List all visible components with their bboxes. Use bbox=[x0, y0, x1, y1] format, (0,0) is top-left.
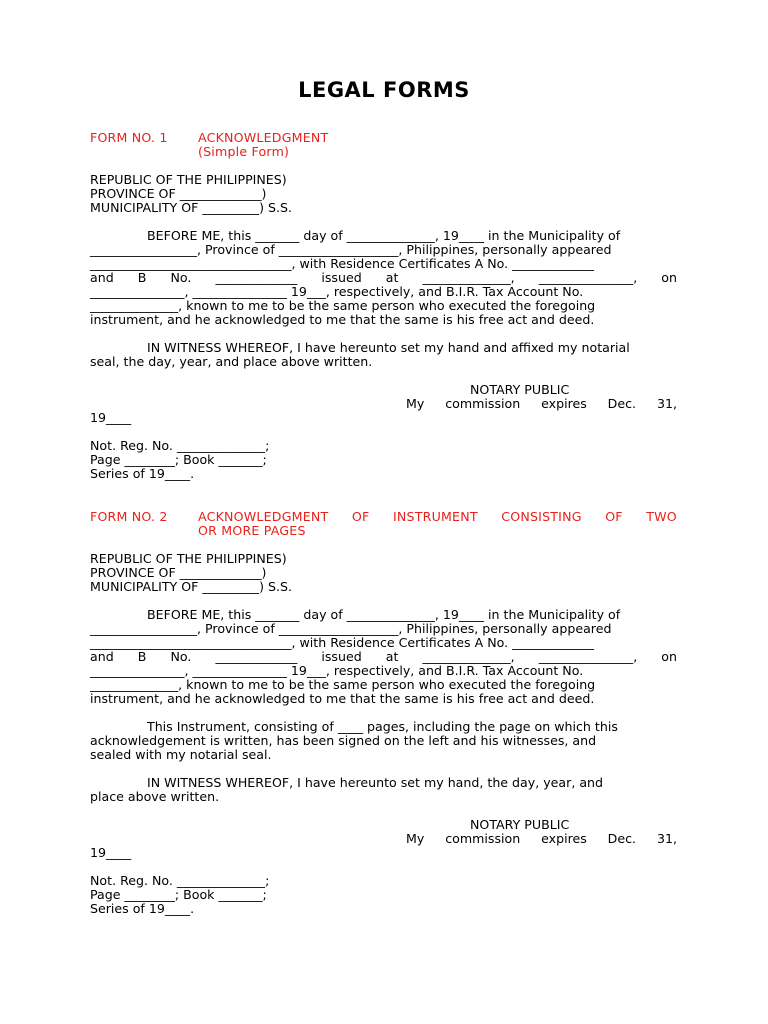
form-1-number: FORM NO. 1 bbox=[90, 130, 168, 145]
form-1-page-book: Page ________; Book _______; bbox=[90, 452, 267, 467]
word: ______________, bbox=[422, 270, 515, 285]
form-1-witness-line-2: seal, the day, year, and place above written. bbox=[90, 354, 373, 369]
word: _______________, bbox=[538, 649, 638, 664]
form-1-witness-line-1: IN WITNESS WHEREOF, I have hereunto set my hand and affixed my notarial bbox=[147, 340, 630, 355]
paragraph-line: _______________, _______________ 19___, respectively, and B.I.R. Tax Account No. bbox=[90, 284, 584, 299]
word: _____________ bbox=[215, 649, 298, 664]
word: on bbox=[661, 649, 677, 664]
form-2-witness-line-2: place above written. bbox=[90, 789, 220, 804]
word: at bbox=[385, 270, 399, 285]
form-1-venue-municipality: MUNICIPALITY OF _________) S.S. bbox=[90, 200, 292, 215]
word: ______________, bbox=[422, 649, 515, 664]
form-1 bbox=[90, 131, 677, 481]
word: My bbox=[406, 396, 425, 411]
form-1-venue-republic: REPUBLIC OF THE PHILIPPINES) bbox=[90, 172, 287, 187]
word: My bbox=[406, 831, 425, 846]
word: No. bbox=[170, 649, 192, 664]
paragraph-line: ________________________________, with Residence Certificates A No. _____________ bbox=[90, 635, 594, 650]
form-1-subtitle: (Simple Form) bbox=[198, 144, 290, 159]
word: B bbox=[137, 649, 147, 664]
word: on bbox=[661, 270, 677, 285]
form-1-venue-province: PROVINCE OF _____________) bbox=[90, 186, 267, 201]
form-1-title-block bbox=[198, 131, 677, 159]
form-1-year-line: 19____ bbox=[90, 410, 132, 425]
word: commission bbox=[445, 831, 521, 846]
paragraph-line-justified bbox=[90, 650, 677, 664]
form-2-title-line-2: OR MORE PAGES bbox=[198, 523, 306, 538]
paragraph-line: BEFORE ME, this _______ day of ______________, 19____ in the Municipality of bbox=[147, 228, 621, 243]
form-2-reg-no: Not. Reg. No. ______________; bbox=[90, 873, 270, 888]
word: _______________, bbox=[538, 270, 638, 285]
word: at bbox=[385, 649, 399, 664]
form-2 bbox=[90, 510, 677, 916]
form-2-title-line-1 bbox=[198, 510, 677, 524]
word: _____________ bbox=[215, 270, 298, 285]
word: B bbox=[137, 270, 147, 285]
form-2-title-block bbox=[198, 510, 677, 538]
form-1-commission-line bbox=[90, 397, 677, 411]
word: expires bbox=[541, 831, 587, 846]
word: OF bbox=[351, 509, 370, 524]
form-1-before-me-paragraph bbox=[90, 229, 677, 327]
word: commission bbox=[445, 396, 521, 411]
paragraph-line: ______________, known to me to be the same person who executed the foregoing bbox=[90, 298, 596, 313]
form-2-year-line: 19____ bbox=[90, 845, 132, 860]
word: Dec. bbox=[607, 396, 637, 411]
form-1-notary-public: NOTARY PUBLIC bbox=[470, 382, 570, 397]
word: issued bbox=[321, 649, 362, 664]
paragraph-line: _________________, Province of ___________________, Philippines, personally appeared bbox=[90, 242, 612, 257]
form-2-heading bbox=[90, 510, 677, 538]
form-1-reg-no: Not. Reg. No. ______________; bbox=[90, 438, 270, 453]
paragraph-line: ______________, known to me to be the same person who executed the foregoing bbox=[90, 677, 596, 692]
form-2-venue-municipality: MUNICIPALITY OF _________) S.S. bbox=[90, 579, 292, 594]
paragraph-line-last: instrument, and he acknowledged to me that the same is his free act and deed. bbox=[90, 312, 595, 327]
word: CONSISTING bbox=[501, 509, 582, 524]
form-2-witness-line-1: IN WITNESS WHEREOF, I have hereunto set my hand, the day, year, and bbox=[147, 775, 604, 790]
paragraph-line: _________________, Province of ___________________, Philippines, personally appeared bbox=[90, 621, 612, 636]
document-title: LEGAL FORMS bbox=[298, 78, 470, 102]
paragraph-line: BEFORE ME, this _______ day of ______________, 19____ in the Municipality of bbox=[147, 607, 621, 622]
form-2-before-me-paragraph bbox=[90, 608, 677, 706]
form-2-page-book: Page ________; Book _______; bbox=[90, 887, 267, 902]
paragraph-line: ________________________________, with Residence Certificates A No. _____________ bbox=[90, 256, 594, 271]
word: TWO bbox=[646, 509, 677, 524]
word: expires bbox=[541, 396, 587, 411]
word: Dec. bbox=[607, 831, 637, 846]
form-2-notary-public: NOTARY PUBLIC bbox=[470, 817, 570, 832]
word: INSTRUMENT bbox=[393, 509, 478, 524]
form-2-instrument-line-1: This Instrument, consisting of ____ pages, including the page on which this bbox=[147, 719, 618, 734]
form-2-number: FORM NO. 2 bbox=[90, 509, 168, 524]
form-2-instrument-line-2: acknowledgement is written, has been signed on the left and his witnesses, and bbox=[90, 733, 597, 748]
form-1-title: ACKNOWLEDGMENT bbox=[198, 130, 329, 145]
word: OF bbox=[605, 509, 623, 524]
form-2-venue-republic: REPUBLIC OF THE PHILIPPINES) bbox=[90, 551, 287, 566]
word: No. bbox=[170, 270, 192, 285]
word: and bbox=[90, 270, 114, 285]
word: issued bbox=[321, 270, 362, 285]
form-1-heading bbox=[90, 131, 677, 159]
paragraph-line-last: instrument, and he acknowledged to me that the same is his free act and deed. bbox=[90, 691, 595, 706]
word: 31, bbox=[656, 396, 677, 411]
word: ACKNOWLEDGMENT bbox=[198, 509, 329, 524]
word: and bbox=[90, 649, 114, 664]
form-2-commission-line bbox=[90, 832, 677, 846]
form-2-series: Series of 19____. bbox=[90, 901, 195, 916]
paragraph-line: _______________, _______________ 19___, respectively, and B.I.R. Tax Account No. bbox=[90, 663, 584, 678]
form-2-instrument-line-3: sealed with my notarial seal. bbox=[90, 747, 272, 762]
form-1-series: Series of 19____. bbox=[90, 466, 195, 481]
word: 31, bbox=[656, 831, 677, 846]
paragraph-line-justified bbox=[90, 271, 677, 285]
form-2-venue-province: PROVINCE OF _____________) bbox=[90, 565, 267, 580]
